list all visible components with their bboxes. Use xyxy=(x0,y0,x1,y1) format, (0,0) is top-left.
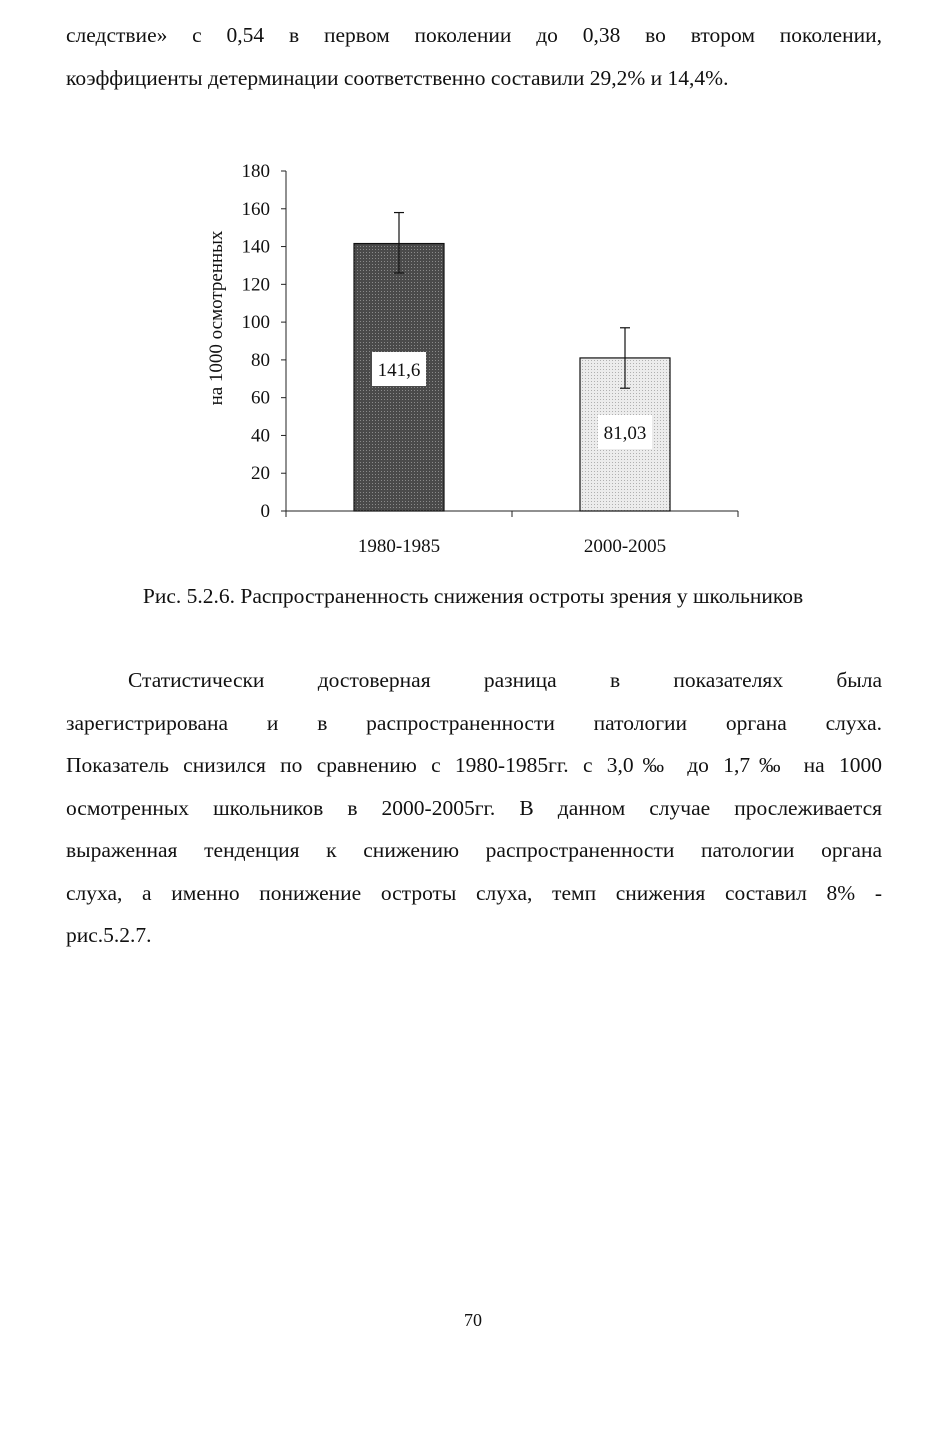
text-line: зарегистрирована и в распространенности патологии органа слуха. xyxy=(66,710,882,735)
y-tick-label: 20 xyxy=(251,463,270,485)
paragraph-body xyxy=(66,659,882,957)
y-tick-label: 100 xyxy=(241,312,270,334)
text-line: рис.5.2.7. xyxy=(66,923,152,947)
y-tick-label: 80 xyxy=(251,349,270,371)
y-tick-label: 140 xyxy=(241,236,270,258)
bar-chart xyxy=(0,0,946,575)
text-line: следствие» с 0,54 в первом поколении до 0,38 во втором поколении, xyxy=(66,23,882,47)
text-line: выраженная тенденция к снижению распространенности патологии органа xyxy=(66,838,882,862)
data-label: 81,03 xyxy=(603,423,647,444)
y-axis xyxy=(242,161,287,522)
x-tick-label: 1980-1985 xyxy=(357,536,441,557)
y-axis-label: на 1000 осмотренных xyxy=(206,230,227,406)
y-tick-label: 40 xyxy=(251,425,270,447)
text-line: Статистически достоверная разница в показателях была xyxy=(128,668,882,692)
y-tick-label: 0 xyxy=(260,501,270,522)
bars xyxy=(354,213,670,511)
text-line: Показатель снизился по сравнению с 1980-1985гг. с 3,0‰ до 1,7‰ на 1000 xyxy=(66,753,882,777)
page-number: 70 xyxy=(464,1310,482,1330)
figure-caption: Рис. 5.2.6. Распространенность снижения остроты зрения у школьников xyxy=(142,584,804,608)
text-line: слуха, а именно понижение остроты слуха, темп снижения составил 8% - xyxy=(66,880,882,905)
x-axis xyxy=(286,511,738,557)
y-tick-label: 60 xyxy=(251,387,270,409)
text-line: осмотренных школьников в 2000-2005гг. В данном случае прослеживается xyxy=(66,795,882,820)
data-label: 141,6 xyxy=(377,360,421,381)
x-tick-label: 2000-2005 xyxy=(583,536,667,557)
y-tick-label: 180 xyxy=(241,161,270,182)
y-tick-label: 160 xyxy=(241,198,270,220)
text-line: коэффициенты детерминации соответственно составили 29,2% и 14,4%. xyxy=(66,65,729,90)
y-tick-label: 120 xyxy=(241,274,270,296)
